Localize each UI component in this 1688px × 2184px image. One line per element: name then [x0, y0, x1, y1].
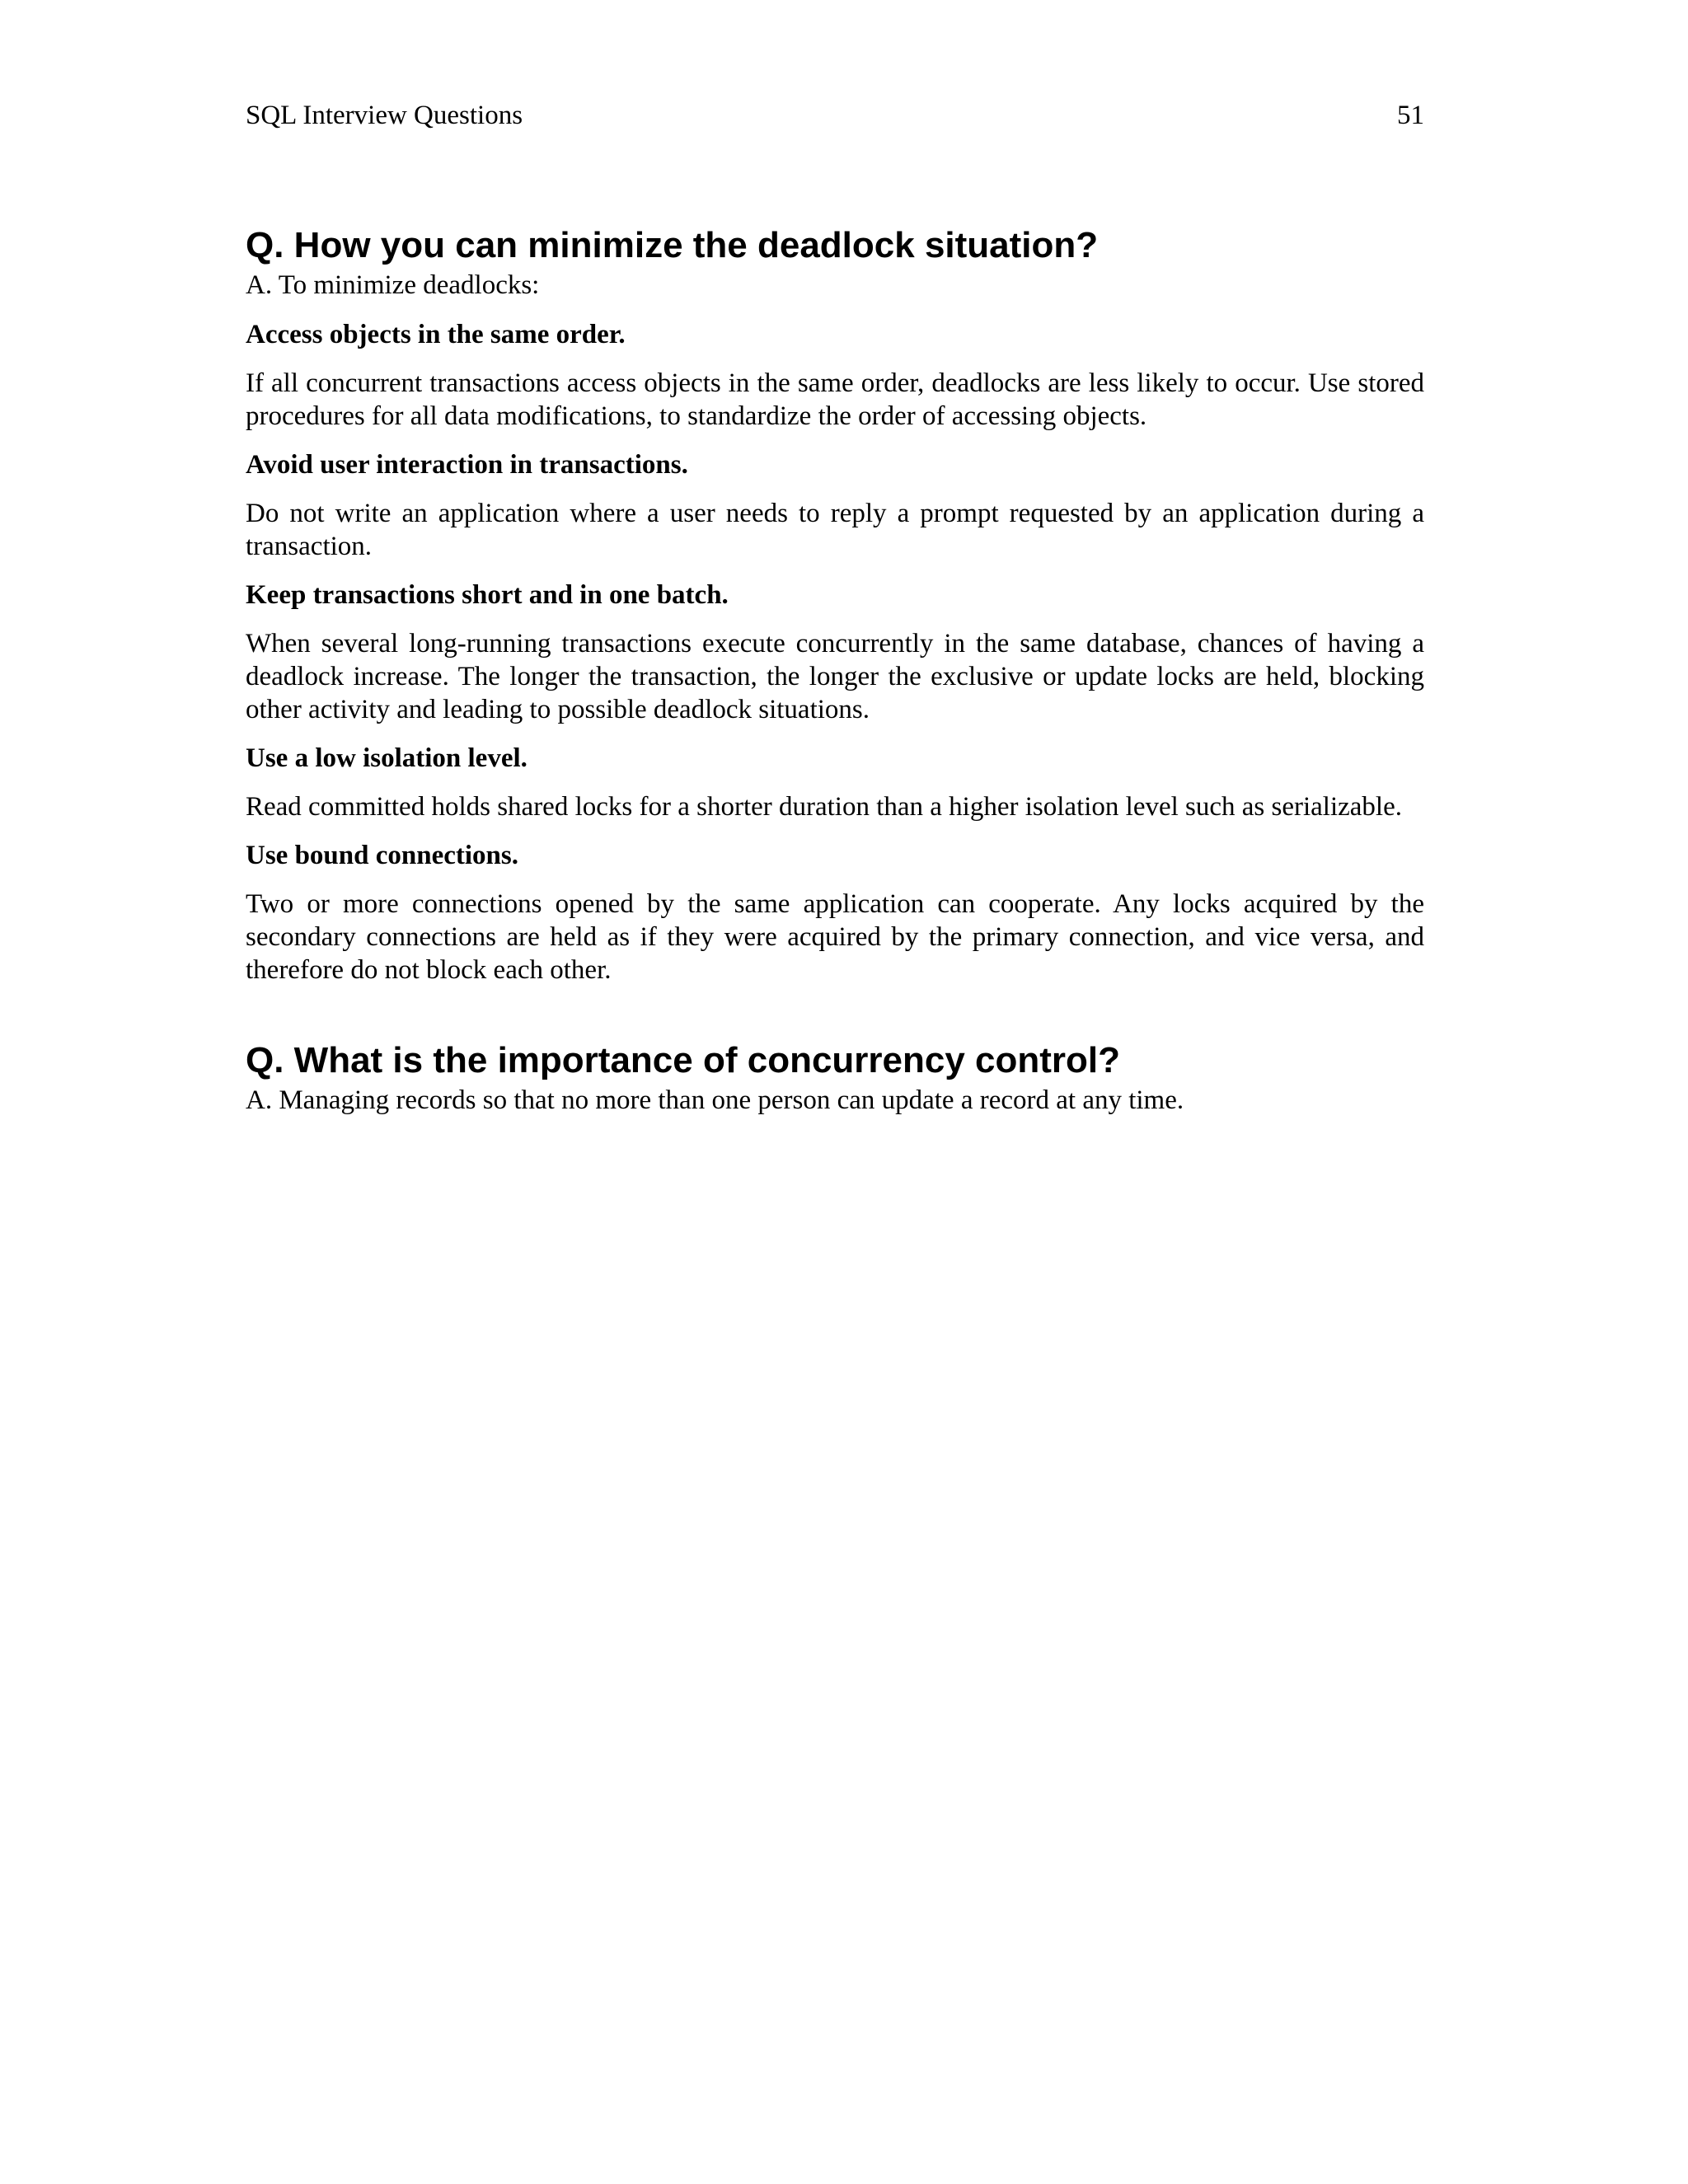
tip-item: [246, 579, 1424, 726]
tip-heading: Use bound connections.: [246, 841, 518, 870]
tip-heading: Use a low isolation level.: [246, 743, 528, 773]
tip-body: Read committed holds shared locks for a shorter duration than a higher isolation level such as serializable.: [246, 792, 1402, 822]
qa-section-concurrency: [246, 1038, 1424, 1117]
tip-item: [246, 318, 1424, 433]
tip-body: When several long-running transactions execute concurrently in the same database, chances of having a deadlock increase. The longer the transaction, the longer the exclusive or update locks are held, blocking other activity and leading to possible deadlock situations.: [246, 629, 1424, 724]
answer-intro: A. To minimize deadlocks:: [246, 270, 540, 300]
page-number: 51: [1397, 101, 1424, 130]
page-content: [246, 223, 1424, 1133]
tip-heading: Keep transactions short and in one batch.: [246, 580, 729, 610]
tip-body: Two or more connections opened by the same application can cooperate. Any locks acquired by the secondary connections are held as if they were acquired by the primary connection, and vice versa, and therefore do not block each other.: [246, 889, 1424, 985]
question-heading: Q. What is the importance of concurrency control?: [246, 1040, 1121, 1080]
section-spacer: [246, 1002, 1424, 1038]
tip-item: [246, 839, 1424, 987]
tip-body: Do not write an application where a user needs to reply a prompt requested by an application during a transaction.: [246, 499, 1424, 561]
running-header: [246, 97, 1424, 134]
tip-item: [246, 742, 1424, 823]
question-heading: Q. How you can minimize the deadlock situation?: [246, 225, 1099, 265]
tip-body: If all concurrent transactions access objects in the same order, deadlocks are less likely to occur. Use stored procedures for all data modifications, to standardize the order of accessing objects.: [246, 368, 1424, 431]
tip-heading: Avoid user interaction in transactions.: [246, 450, 688, 480]
tip-item: [246, 448, 1424, 563]
qa-section-deadlock: [246, 223, 1424, 987]
tip-heading: Access objects in the same order.: [246, 320, 626, 349]
book-title: SQL Interview Questions: [246, 101, 523, 130]
answer-text: A. Managing records so that no more than one person can update a record at any time.: [246, 1085, 1184, 1115]
